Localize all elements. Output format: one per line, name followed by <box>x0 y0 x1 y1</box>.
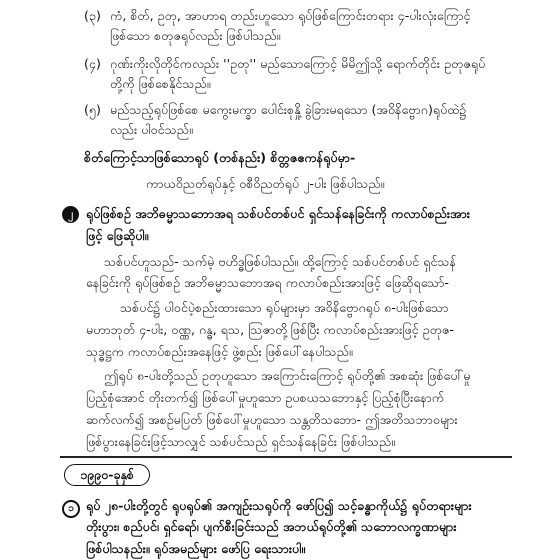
list-item-text: လည်း ပါဝင်သည်။ <box>110 122 193 137</box>
answer-paragraph-line: သစ်ပင်ဟူသည်- သက်မဲ့ ဗဟိဒ္ဓဖြစ်ပါသည်။ ထို့ကြောင့် သစ်ပင်တစ်ပင် ရှင်သန် <box>104 254 457 269</box>
question-number-badge: ၂ <box>62 206 79 223</box>
answer-paragraph-line: ဤရုပ် ၈-ပါးတို့သည် ဥတုဟူသော အကြောင်းကြောင့် ရုပ်တို့၏ အစဆုံး ဖြစ်ပေါ်မှု <box>104 368 471 383</box>
question-text: ဖြင့် ဖြေဆိုပါ။ <box>86 228 149 243</box>
list-item-text: မည်သည့်ရုပ်ဖြစ်စေ မကွေးမက္ခာ ပေါင်းစုနှို့ ခွဲခြားမရသော (အဝိနိဗ္ဗောဂ)ရုပ်ထဲ၌ <box>110 102 467 117</box>
list-item-number: (၃) <box>84 8 101 23</box>
list-item-text: တို့ကို ဖြစ်စေနိုင်သည်။ <box>110 76 211 91</box>
answer-paragraph-line: သုဒ္ဓဋ္ဌက ကလာပ်စည်းအနေဖြင့် ဖွဲ့စည်း ဖြစ်ပေါ်နေပါသည်။ <box>86 344 353 359</box>
question-number-badge: ၁ <box>62 500 80 518</box>
list-item-number: (၅) <box>84 102 101 117</box>
list-item-text: ကံ, စိတ်, ဥတု, အာဟာရ တည်းဟူသော ရုပ်ဖြစ်ကြောင်းတရား ၄-ပါးလုံးကြောင့် <box>110 8 471 23</box>
answer-paragraph-line: မဟာဘုတ် ၄-ပါး, ဝဏ္ဏ, ဂန္ဓ, ရသ, သြဇာတို့ဖြစ်ပြီး ကလာပ်စည်းအားဖြင့် ဥတုဇ- <box>86 322 454 337</box>
list-item-text: ဖြစ်သော စတုဇရုပ်လည်း ဖြစ်ပါသည်။ <box>110 28 281 43</box>
answer-paragraph-line: ဖြစ်ပွားနေခြင်းဖြင့်သာလျှင် သစ်ပင်သည် ရှင်သန်နေခြင်း ဖြစ်ပါသည်။ <box>86 434 395 449</box>
conclusion-detail: ကာယဝိညတ်ရုပ်နှင့် ဝစီဝိညတ်ရုပ် ၂-ပါး ဖြစ်ပါသည်။ <box>146 176 385 191</box>
question-text: ရုပ်ဖြစ်စဉ် အဘိဓမ္မာသဘောအရ သစ်ပင်တစ်ပင် ရှင်သန်နေခြင်းကို ကလာပ်စည်းအား <box>86 206 470 221</box>
year-heading: ၁၉၉၀-ခုနှစ် <box>64 464 150 486</box>
answer-paragraph-line: ပြည့်စုံအောင် တိုးတက်၍ ဖြစ်ပေါ်မှုဟူသော ဥပစယသဘောနှင့် ပြည့်စုံပြီးနောက် <box>86 390 445 405</box>
section-divider <box>60 456 512 458</box>
answer-paragraph-line: နေခြင်းကို ရုပ်ဖြစ်စဉ် အဘိဓမ္မာသဘောအရ ကလာပ်စည်းအားဖြင့် ဖြေဆိုရသော်- <box>86 275 449 290</box>
answer-paragraph-line: ဆက်လက်၍ အစဉ်မပြတ် ဖြစ်ပေါ်မှုဟူသော သန္တတိသဘော- ဤအတိသဘာဝများ <box>86 412 458 427</box>
list-item-number: (၄) <box>84 56 101 71</box>
question-text: တိုးပွား၊ စည်ပင်၊ ရှင်ရော်၊ ပျက်စီးခြင်းသည် အဘယ်ရုပ်တို့၏ သဘောလက္ခဏာများ <box>86 519 457 534</box>
question-text: ဖြစ်ပါသနည်း။ ရုပ်အမည်များ ဖော်ပြ ရေးသားပါ။ <box>86 541 306 556</box>
answer-paragraph-line: သစ်ပင်၌ ပါဝင်ပဲ့စည်းထားသော ရုပ်များမှာ အဝိနိဗ္ဗောဂရုပ် ၈-ပါးဖြစ်သော <box>120 300 449 315</box>
conclusion-heading: စိတ်ကြောင့်သာဖြစ်သောရုပ် (တစ်နည်း) စိတ္တဇဧကန်ရုပ်မှာ- <box>84 150 356 165</box>
question-text: ရုပ် ၂၈-ပါးတို့တွင် ရုပရုပ်၏ အကျဉ်းသရုပ်ကို ဖော်ပြ၍ သင့်ခန္ဓာကိုယ်၌ ရုပ်တရားများ <box>86 498 472 513</box>
list-item-text: ဂုဏ်းကိုးလိုတိုင်ကလည်း ''ဥတု'' မည်သောကြောင့် မိမိဤသို့ ရောက်တိုင်း ဥတုဇရုပ် <box>110 56 486 71</box>
